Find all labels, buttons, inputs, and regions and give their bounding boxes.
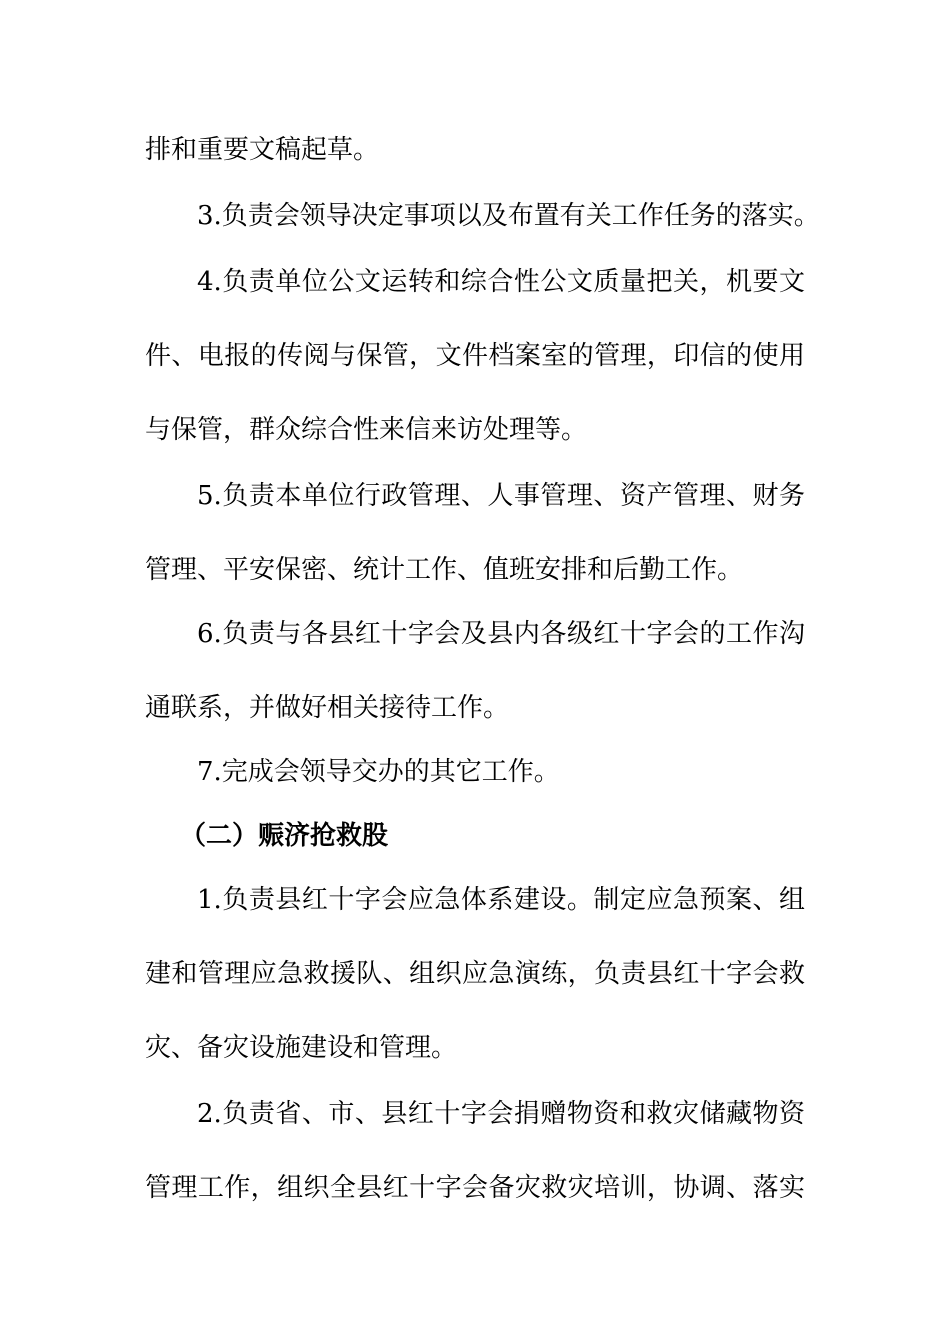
paragraph-line: 灾、备灾设施建设和管理。 [145, 1033, 458, 1063]
paragraph-line: 5.负责本单位行政管理、人事管理、资产管理、财务 [197, 481, 805, 511]
paragraph-line: 建和管理应急救援队、组织应急演练，负责县红十字会救 [145, 959, 805, 989]
paragraph-line: 管理、平安保密、统计工作、值班安排和后勤工作。 [145, 555, 744, 585]
paragraph-line: 4.负责单位公文运转和综合性公文质量把关，机要文 [197, 267, 805, 297]
paragraph-line: 管理工作，组织全县红十字会备灾救灾培训，协调、落实 [145, 1173, 805, 1203]
paragraph-line: 件、电报的传阅与保管，文件档案室的管理，印信的使用 [145, 341, 805, 371]
paragraph-line: 1.负责县红十字会应急体系建设。制定应急预案、组 [197, 885, 805, 915]
paragraph-line: 排和重要文稿起草。 [145, 135, 380, 165]
paragraph-line: 6.负责与各县红十字会及县内各级红十字会的工作沟 [197, 619, 805, 649]
paragraph-line: 7.完成会领导交办的其它工作。 [197, 757, 560, 787]
section-heading: （二）赈济抢救股 [180, 821, 389, 851]
paragraph-line: 2.负责省、市、县红十字会捐赠物资和救灾储藏物资 [197, 1099, 805, 1129]
paragraph-line: 3.负责会领导决定事项以及布置有关工作任务的落实。 [197, 201, 820, 231]
paragraph-line: 与保管，群众综合性来信来访处理等。 [145, 415, 588, 445]
paragraph-line: 通联系，并做好相关接待工作。 [145, 693, 510, 723]
